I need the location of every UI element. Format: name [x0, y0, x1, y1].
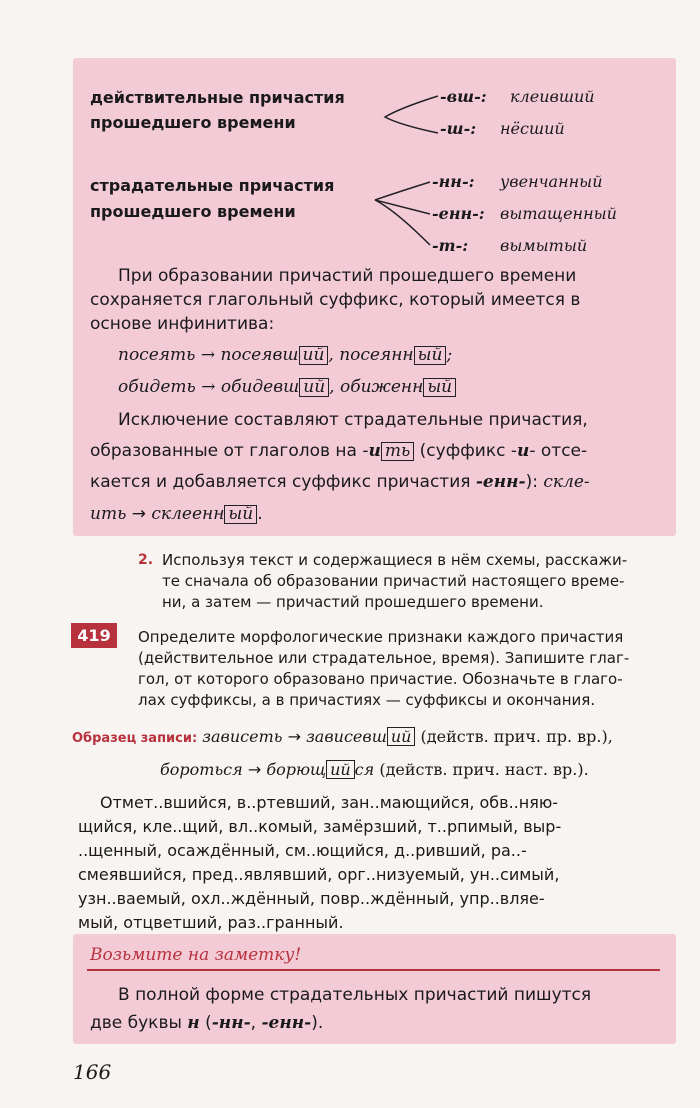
words-line-2: щийся, кле..щий, вл..комый, замёрзший, т..рпимый, выр-	[78, 817, 562, 836]
ending-box: ый	[224, 505, 257, 524]
exercise-line-2: (действительное или страдательное, время). Запишите глаг-	[138, 649, 630, 667]
exercise-line-3: гол, от которого образовано причастие. Обозначьте в глаго-	[138, 670, 623, 688]
task-number: 2.	[138, 552, 154, 568]
ending-box: ый	[423, 378, 456, 397]
words-line-6: мый, отцветший, раз..гранный.	[78, 913, 344, 932]
exercise-number-badge: 419	[71, 623, 117, 648]
exception-line-4: ить → склеенн ый .	[90, 504, 263, 524]
rule-line-2: сохраняется глагольный суффикс, который имеется в	[90, 290, 581, 310]
example-vymytiy: вымытый	[500, 236, 588, 255]
sample-line-1: Образец записи: зависеть → зависевш ий (действ. прич. пр. вр.),	[72, 727, 613, 746]
ending-box: ий	[299, 378, 329, 397]
active-past-label-2: прошедшего времени	[90, 113, 296, 132]
note-title: Возьмите на заметку!	[90, 945, 302, 965]
note-line-1: В полной форме страдательных причастий пишутся	[118, 985, 592, 1005]
sample-line-2: бороться → борющ ий ся (действ. прич. наст. вр.).	[160, 760, 589, 779]
ending-box: ый	[414, 346, 447, 365]
example-uvenchanniy: увенчанный	[500, 172, 603, 191]
exercise-line-4: лах суффиксы, а в причастиях — суффиксы и окончания.	[138, 691, 596, 709]
suffix-enn: -енн-:	[432, 204, 485, 223]
words-line-4: смеявшийся, пред..являвший, орг..низуемый, ун..симый,	[78, 865, 560, 884]
passive-past-label-2: прошедшего времени	[90, 202, 296, 221]
task2-line-1: Используя текст и содержащиеся в нём схемы, расскажи-	[162, 551, 628, 569]
exercise-line-1: Определите морфологические признаки каждого причастия	[138, 628, 624, 646]
ending-box: ий	[387, 727, 416, 746]
words-line-1: Отмет..вшийся, в..ртевший, зан..мающийся, обв..няю-	[100, 793, 559, 812]
example-nyossiy: нёсший	[500, 119, 565, 138]
exception-line-3: кается и добавляется суффикс причастия -енн-): скле-	[90, 472, 590, 492]
note-divider	[87, 969, 660, 971]
example-vytashchenniy: вытащенный	[500, 204, 617, 223]
sample-label: Образец записи:	[72, 731, 198, 746]
suffix-sh: -ш-:	[440, 119, 477, 138]
rule-line-3: основе инфинитива:	[90, 314, 275, 334]
ending-box: ть	[381, 442, 414, 461]
passive-past-label-1: страдательные причастия	[90, 176, 335, 195]
exception-line-1: Исключение составляют страдательные причастия,	[118, 410, 588, 430]
words-line-5: узн..ваемый, охл..ждённый, повр..ждённый, упр..вляе-	[78, 889, 545, 908]
words-line-3: ..щенный, осаждённый, см..ющийся, д..ривший, ра..-	[78, 841, 527, 860]
rule-line-1: При образовании причастий прошедшего времени	[118, 266, 577, 286]
active-past-label-1: действительные причастия	[90, 88, 345, 107]
example-kleivshiy: клеивший	[510, 87, 595, 106]
example-line-2: обидеть → обидевш ий , обиженн ый	[118, 377, 456, 397]
suffix-t: -т-:	[432, 236, 469, 255]
page-number: 166	[73, 1060, 112, 1084]
ending-box: ий	[299, 346, 329, 365]
ending-box: ий	[326, 760, 355, 779]
example-line-1: посеять → посеявш ий , посеянн ый ;	[118, 345, 453, 365]
exception-line-2: образованные от глаголов на -и ть (суффикс -и- отсе-	[90, 441, 588, 461]
task2-line-2: те сначала об образовании причастий настоящего време-	[162, 572, 625, 590]
suffix-nn: -нн-:	[432, 172, 475, 191]
suffix-vsh: -вш-:	[440, 87, 487, 106]
note-line-2: две буквы н (-нн-, -енн-).	[90, 1013, 324, 1033]
task2-line-3: ни, а затем — причастий прошедшего времени.	[162, 593, 544, 611]
